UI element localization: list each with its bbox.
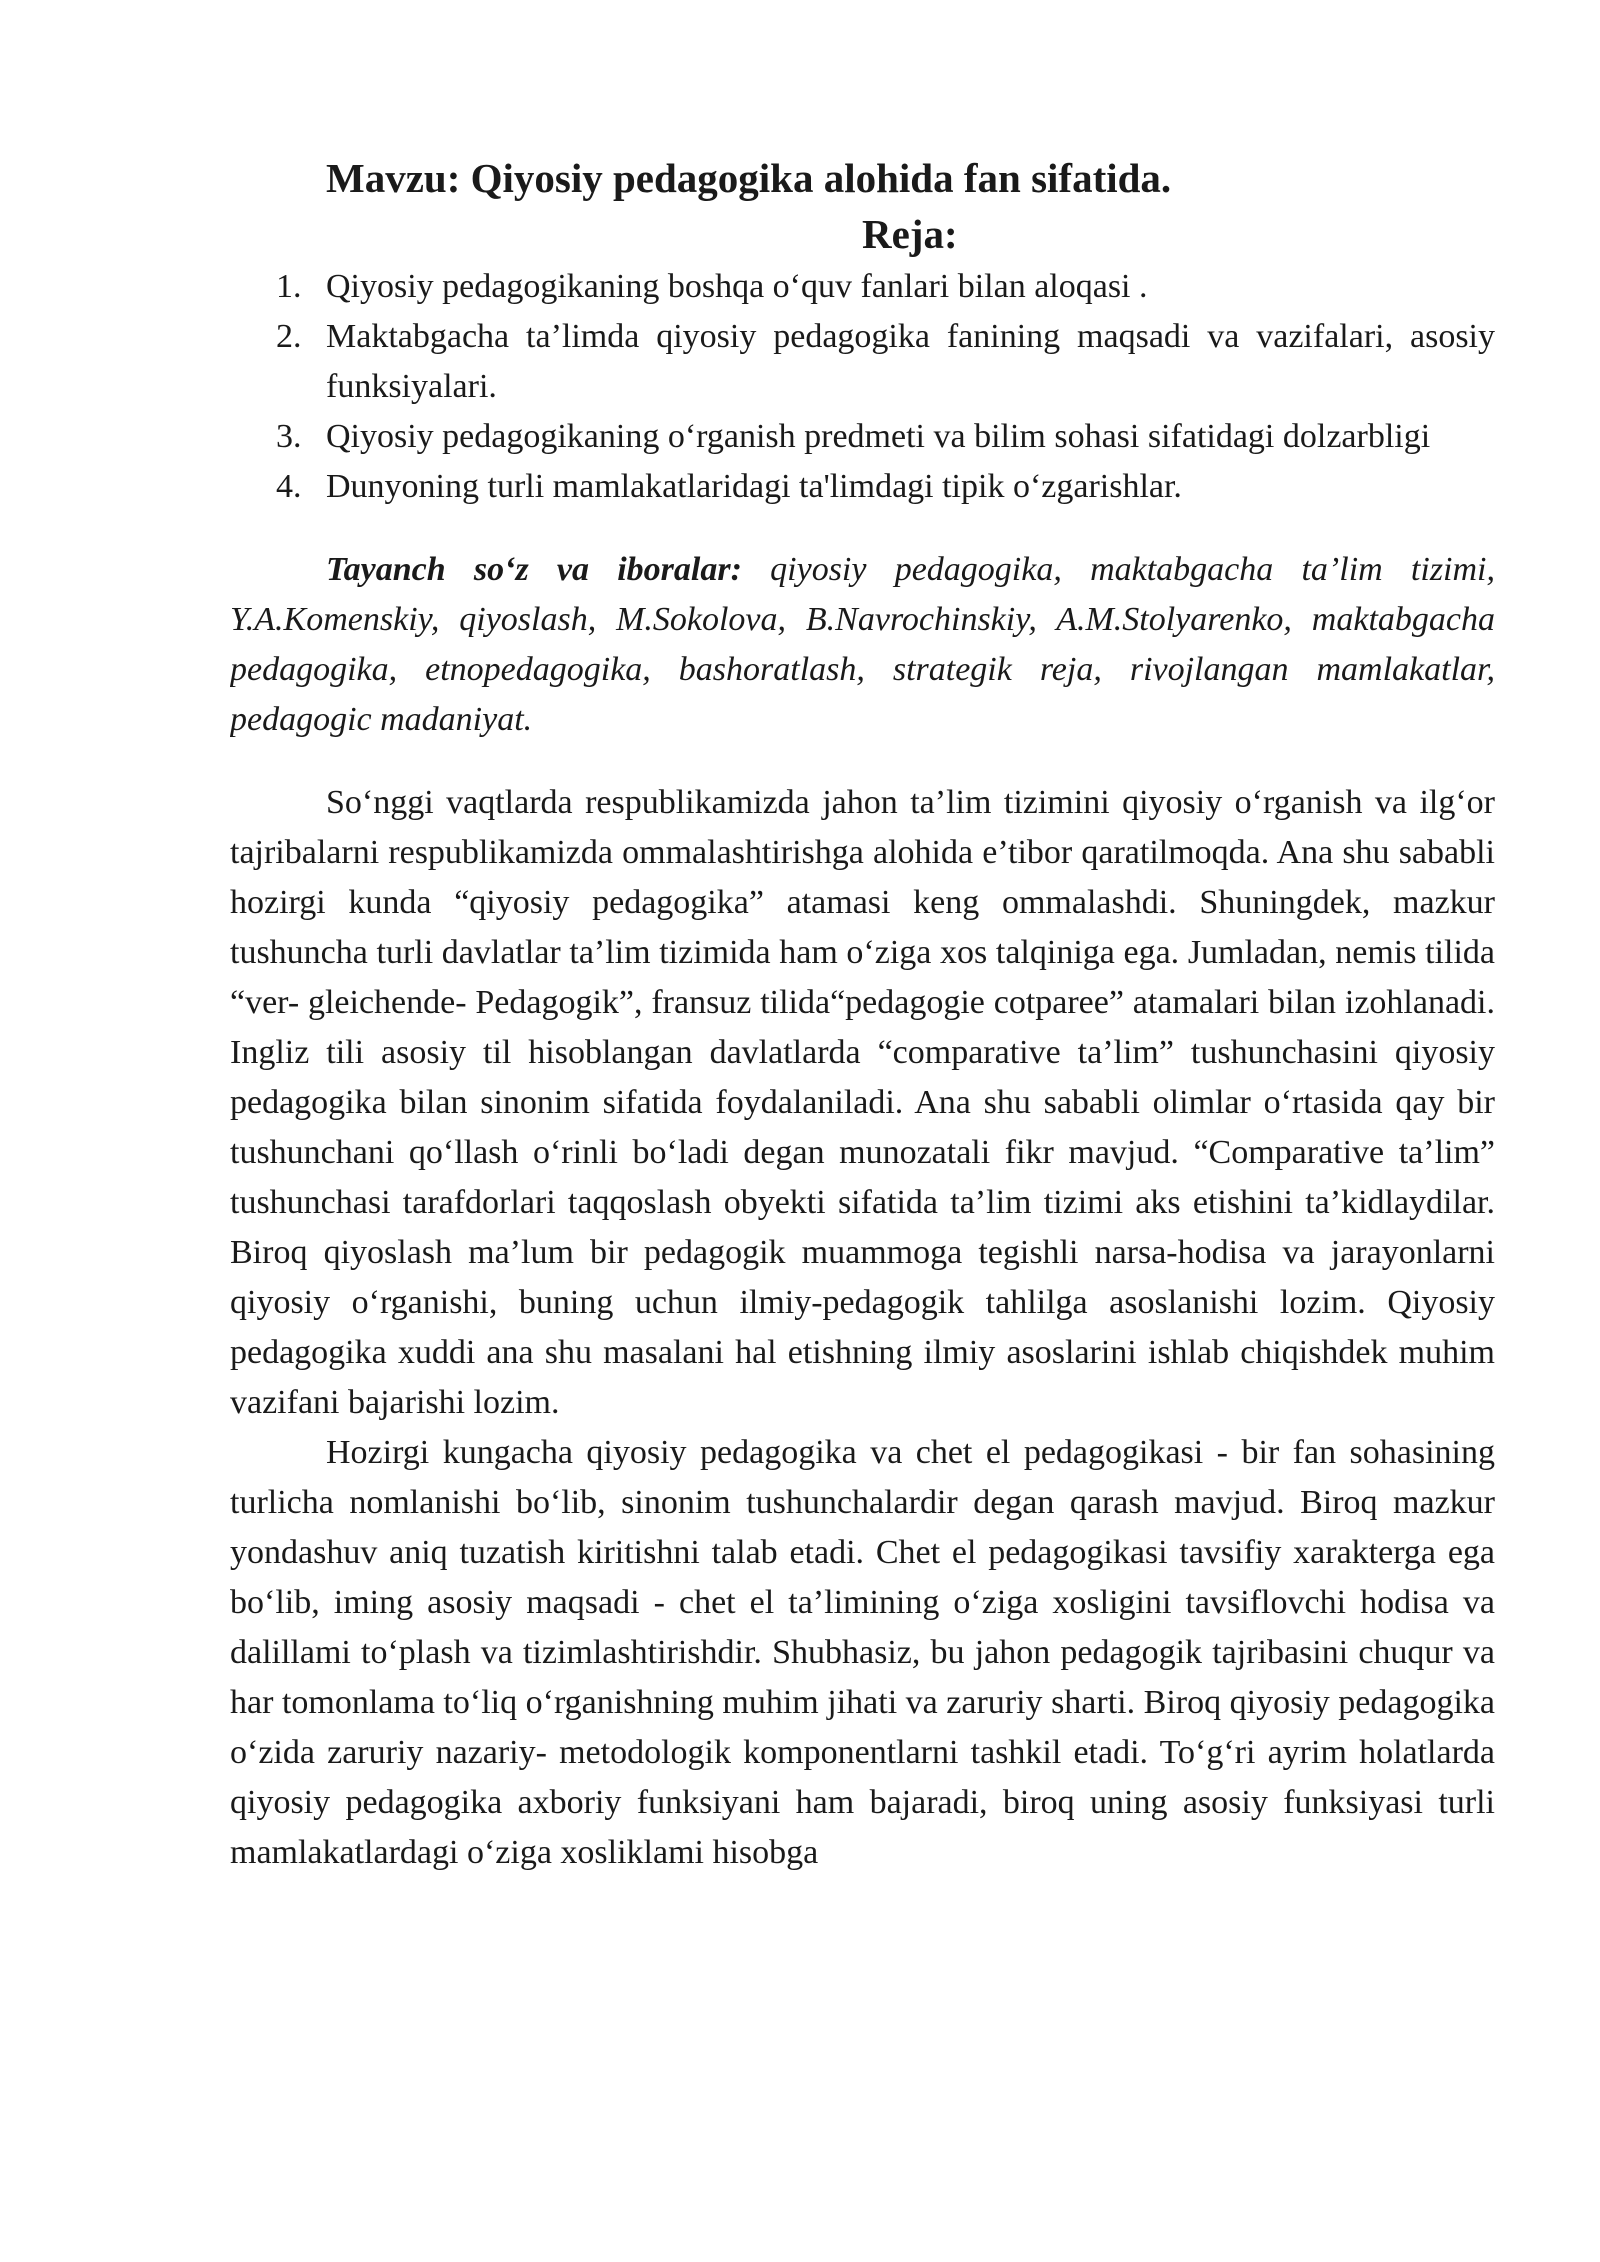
- document-page: [230, 150, 1495, 2230]
- plan-item-number: 3.: [276, 418, 302, 455]
- document-title: Mavzu: Qiyosiy pedagogika alohida fan sifatida.: [326, 155, 1172, 201]
- body-paragraph: So‘nggi vaqtlarda respublikamizda jahon ta’lim tizimini qiyosiy o‘rganish va ilg‘or tajribalarni respublikamizda ommalashtirishga alohida e’tibor qaratilmoqda. Ana shu sababli hozirgi kunda “qiyosiy pedagogika” atamasi keng ommalashdi. Shuningdek, mazkur tushuncha turli davlatlar ta’lim tizimida ham o‘ziga xos talqiniga ega. Jumladan, nemis tilida “ver- gleichende- Pedagogik”, fransuz tilida“pedagogie cotparee” atamalari bilan izohlanadi. Ingliz tili asosiy til hisoblangan davlatlarda “comparative ta’lim” tushunchasini qiyosiy pedagogika bilan sinonim sifatida foydalaniladi. Ana shu sababli olimlar o‘rtasida qay bir tushunchani qo‘llash o‘rinli bo‘ladi degan munozatali fikr mavjud. “Comparative ta’lim” tushunchasi tarafdorlari taqqoslash obyekti sifatida ta’lim tizimi aks etishini ta’kidlaydilar. Biroq qiyoslash ma’lum bir pedagogik muammoga tegishli narsa-hodisa va jarayonlarni qiyosiy o‘rganishi, buning uchun ilmiy-pedagogik tahlilga asoslanishi lozim. Qiyosiy pedagogika xuddi ana shu masalani hal etishning ilmiy asoslarini ishlab chiqishdek muhim vazifani bajarishi lozim.: [230, 784, 1495, 1421]
- plan-item-text: Dunyoning turli mamlakatlaridagi ta'limdagi tipik o‘zgarishlar.: [326, 468, 1182, 505]
- plan-item-number: 1.: [276, 268, 302, 305]
- plan-item-number: 4.: [276, 468, 302, 505]
- plan-item-text: Qiyosiy pedagogikaning o‘rganish predmeti va bilim sohasi sifatidagi dolzarbligi: [326, 418, 1431, 455]
- plan-item: [230, 462, 1495, 512]
- body-paragraph: Hozirgi kungacha qiyosiy pedagogika va chet el pedagogikasi - bir fan sohasining turlicha nomlanishi bo‘lib, sinonim tushunchalardir degan qarash mavjud. Biroq mazkur yondashuv aniq tuzatish kiritishni talab etadi. Chet el pedagogikasi tavsifiy xarakterga ega bo‘lib, iming asosiy maqsadi - chet el ta’limining o‘ziga xosligini tavsiflovchi hodisa va dalillami to‘plash va tizimlashtirishdir. Shubhasiz, bu jahon pedagogik tajribasini chuqur va har tomonlama to‘liq o‘rganishning muhim jihati va zaruriy sharti. Biroq qiyosiy pedagogika o‘zida zaruriy nazariy- metodologik komponentlarni tashkil etadi. To‘g‘ri ayrim holatlarda qiyosiy pedagogika axboriy funksiyani ham bajaradi, biroq uning asosiy funksiyasi turli mamlakatlardagi o‘ziga xosliklami hisobga: [230, 1434, 1495, 1871]
- plan-list: [230, 262, 1495, 512]
- plan-item: [230, 262, 1495, 312]
- plan-heading: Reja:: [862, 211, 958, 257]
- plan-item-number: 2.: [276, 318, 302, 355]
- plan-item-text: Maktabgacha ta’limda qiyosiy pedagogika fanining maqsadi va vazifalari, asosiy funksiyalari.: [326, 318, 1495, 405]
- plan-item: [230, 312, 1495, 412]
- keywords-text: qiyosiy pedagogika, maktabgacha ta’lim tizimi, Y.A.Komenskiy, qiyoslash, M.Sokolova, B.Navrochinskiy, A.M.Stolyarenko, maktabgacha pedagogika, etnopedagogika, bashoratlash, strategik reja, rivojlangan mamlakatlar, pedagogic madaniyat.: [230, 551, 1495, 738]
- plan-item: [230, 412, 1495, 462]
- plan-item-text: Qiyosiy pedagogikaning boshqa o‘quv fanlari bilan aloqasi .: [326, 268, 1148, 305]
- keywords-label: Tayanch so‘z va iboralar:: [326, 551, 742, 588]
- keywords-paragraph: [230, 545, 1495, 745]
